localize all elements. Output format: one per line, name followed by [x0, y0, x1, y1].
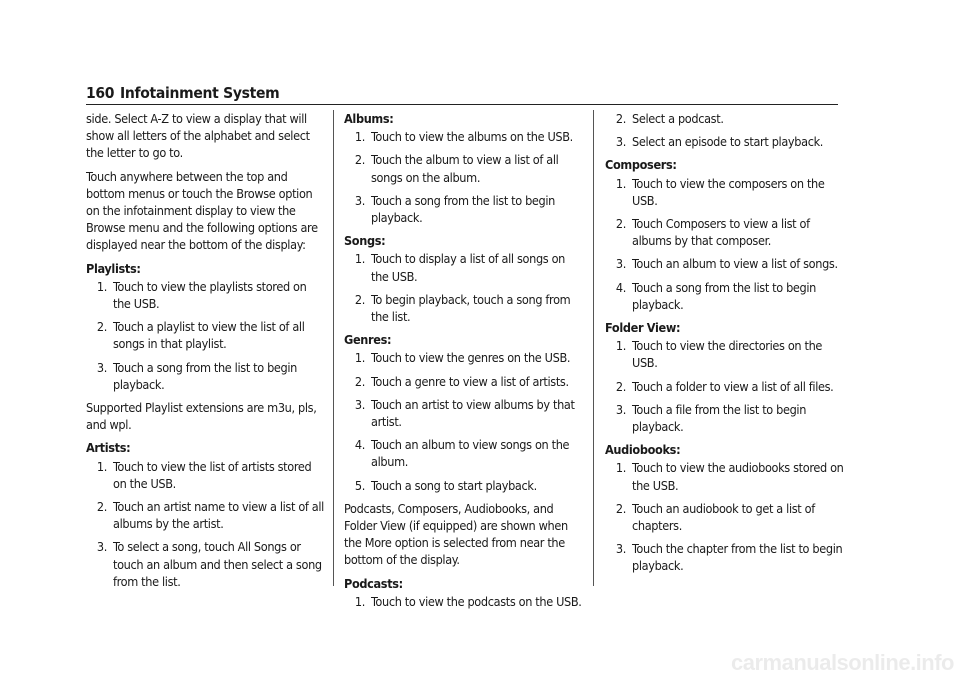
- item-text: Touch a song from the list to begin playback.: [113, 359, 298, 392]
- list-item: [605, 110, 845, 127]
- list-item: [344, 291, 584, 325]
- item-text: Touch to display a list of all songs on the USB.: [371, 251, 565, 284]
- composers-heading: Composers:: [605, 157, 677, 173]
- item-number: 1.: [354, 593, 365, 609]
- item-number: 2.: [615, 500, 626, 516]
- folder-view-list: [605, 337, 845, 435]
- item-text: Touch to view the list of artists stored on the USB.: [113, 458, 312, 491]
- item-number: 1.: [96, 278, 107, 294]
- column-3: [605, 110, 845, 581]
- item-text: Touch to view the albums on the USB.: [371, 129, 573, 145]
- list-item: [86, 458, 326, 492]
- list-item: [605, 337, 845, 371]
- podcasts-heading: Podcasts:: [344, 575, 403, 591]
- item-number: 1.: [354, 251, 365, 267]
- list-item: [605, 215, 845, 249]
- list-item: [86, 359, 326, 393]
- item-number: 2.: [96, 499, 107, 515]
- list-item: [86, 498, 326, 532]
- item-text: Touch an artist name to view a list of all albums by the artist.: [113, 499, 324, 532]
- page-header: [86, 84, 838, 105]
- item-number: 4.: [615, 279, 626, 295]
- item-number: 1.: [354, 129, 365, 145]
- songs-heading: Songs:: [344, 233, 386, 249]
- item-text: Touch an album to view a list of songs.: [632, 256, 838, 272]
- item-text: Touch a song from the list to begin playback.: [632, 279, 817, 312]
- folder-view-heading: Folder View:: [605, 320, 681, 336]
- item-text: Touch the chapter from the list to begin playback.: [632, 541, 843, 574]
- list-item: [605, 540, 845, 574]
- paragraph: side. Select A-Z to view a display that will show all letters of the alphabet and select the letter to go to.: [86, 111, 310, 161]
- item-number: 3.: [615, 401, 626, 417]
- list-item: [605, 255, 845, 272]
- list-item: [344, 151, 584, 185]
- column-divider: [333, 110, 334, 586]
- item-text: Touch to view the genres on the USB.: [371, 350, 571, 366]
- item-text: Touch an artist to view albums by that artist.: [371, 396, 575, 430]
- list-item: [344, 349, 584, 366]
- list-item: [344, 128, 584, 145]
- item-number: 2.: [96, 319, 107, 335]
- item-text: Touch a genre to view a list of artists.: [371, 373, 569, 389]
- item-number: 1.: [615, 338, 626, 354]
- item-number: 3.: [615, 256, 626, 272]
- albums-heading: Albums:: [344, 111, 394, 126]
- list-item: [344, 250, 584, 284]
- item-number: 1.: [615, 460, 626, 476]
- item-number: 3.: [96, 359, 107, 375]
- list-item: [86, 538, 326, 590]
- paragraph: Podcasts, Composers, Audiobooks, and Folder View (if equipped) are shown when the More option is selected from near the bottom of the display.: [344, 500, 568, 568]
- list-item: [86, 318, 326, 352]
- paragraph: Touch anywhere between the top and bottom menus or touch the Browse option on the infotainment display to view the Browse menu and the following options are displayed near the bottom of the display:: [86, 168, 318, 253]
- list-item: [605, 279, 845, 313]
- list-item: [344, 593, 584, 610]
- page-number: 160: [86, 84, 115, 102]
- item-number: 2.: [354, 373, 365, 389]
- item-text: Touch an audiobook to get a list of chapters.: [632, 500, 815, 534]
- item-number: 1.: [96, 458, 107, 474]
- item-number: 3.: [615, 134, 626, 150]
- playlists-list: [86, 278, 326, 393]
- item-number: 2.: [354, 152, 365, 168]
- item-number: 1.: [354, 350, 365, 366]
- genres-list: [344, 349, 584, 493]
- list-item: [344, 436, 584, 470]
- songs-list: [344, 250, 584, 325]
- item-number: 3.: [354, 192, 365, 208]
- item-text: To select a song, touch All Songs or touch an album and then select a song from the list.: [113, 539, 322, 589]
- item-text: Touch a song from the list to begin playback.: [371, 192, 556, 226]
- podcasts-list: [344, 593, 584, 610]
- item-number: 3.: [615, 541, 626, 557]
- item-text: Touch a song to start playback.: [371, 477, 537, 493]
- composers-list: [605, 175, 845, 313]
- list-item: [605, 459, 845, 493]
- item-text: Select an episode to start playback.: [632, 134, 824, 150]
- column-divider: [593, 110, 594, 586]
- item-text: To begin playback, touch a song from the list.: [371, 291, 571, 325]
- item-text: Touch Composers to view a list of albums by that composer.: [632, 216, 810, 249]
- playlists-heading: Playlists:: [86, 260, 141, 276]
- item-number: 2.: [615, 111, 626, 126]
- item-number: 3.: [96, 539, 107, 555]
- genres-heading: Genres:: [344, 332, 392, 348]
- item-number: 5.: [354, 477, 365, 493]
- item-number: 3.: [354, 396, 365, 412]
- item-text: Touch an album to view songs on the album.: [371, 437, 570, 470]
- item-text: Touch a playlist to view the list of all songs in that playlist.: [113, 319, 305, 352]
- item-number: 1.: [615, 175, 626, 191]
- list-item: [344, 373, 584, 390]
- item-text: Touch to view the directories on the USB.: [632, 338, 823, 371]
- list-item: [605, 133, 845, 150]
- audiobooks-heading: Audiobooks:: [605, 442, 681, 458]
- albums-list: [344, 128, 584, 226]
- list-item: [605, 500, 845, 534]
- list-item: [344, 477, 584, 494]
- artists-list: [86, 458, 326, 590]
- watermark: carmanualsonline.info: [731, 650, 954, 675]
- list-item: [344, 396, 584, 430]
- item-number: 2.: [354, 291, 365, 307]
- item-text: Touch the album to view a list of all songs on the album.: [371, 152, 559, 185]
- item-number: 2.: [615, 378, 626, 394]
- list-item: [605, 175, 845, 209]
- item-text: Touch to view the podcasts on the USB.: [371, 593, 582, 609]
- section-title: Infotainment System: [120, 84, 280, 102]
- item-text: Touch to view the composers on the USB.: [632, 175, 825, 208]
- item-text: Touch a folder to view a list of all files.: [632, 378, 834, 394]
- artists-heading: Artists:: [86, 440, 131, 456]
- item-text: Touch to view the audiobooks stored on the USB.: [632, 460, 844, 493]
- list-item: [605, 401, 845, 435]
- list-item: [605, 378, 845, 395]
- item-number: 4.: [354, 437, 365, 453]
- list-item: [86, 278, 326, 312]
- paragraph: Supported Playlist extensions are m3u, pls, and wpl.: [86, 400, 317, 433]
- item-text: Select a podcast.: [632, 111, 724, 126]
- item-text: Touch a file from the list to begin playback.: [632, 401, 807, 435]
- item-text: Touch to view the playlists stored on the USB.: [113, 278, 307, 312]
- list-item: [344, 192, 584, 226]
- podcasts-list-continued: [605, 110, 845, 150]
- column-1: [86, 110, 326, 596]
- item-number: 2.: [615, 216, 626, 232]
- audiobooks-list: [605, 459, 845, 574]
- column-2: [344, 110, 584, 616]
